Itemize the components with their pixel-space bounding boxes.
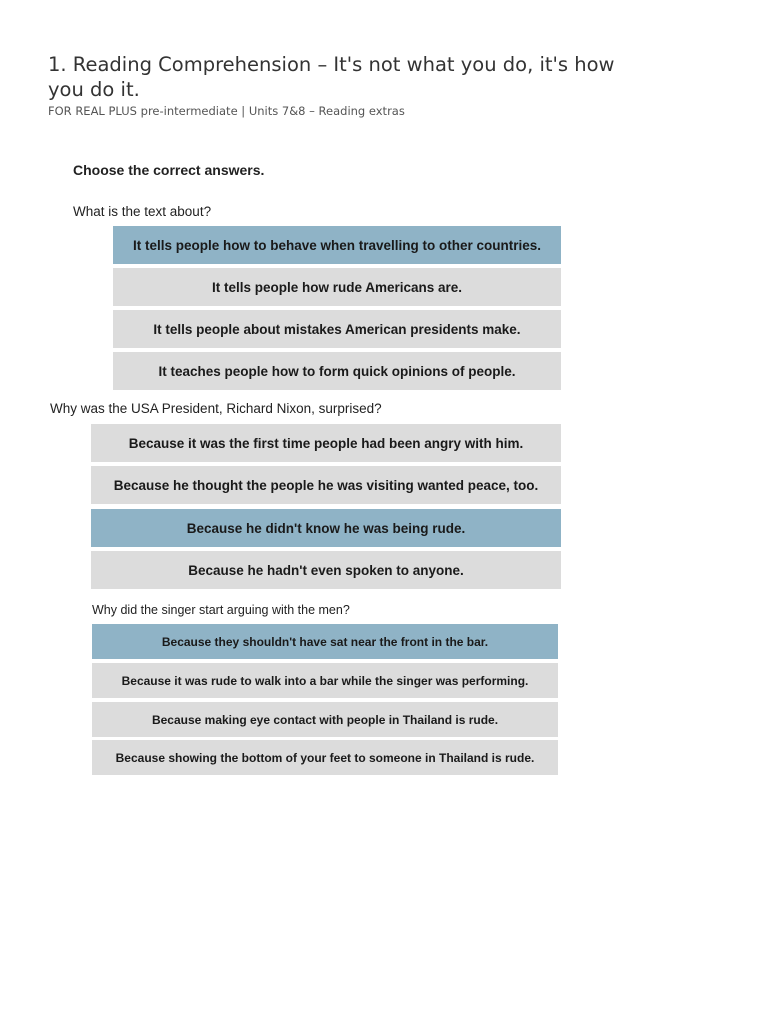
instruction-text: Choose the correct answers.: [73, 162, 265, 178]
answer-option[interactable]: It tells people how rude Americans are.: [113, 268, 561, 306]
answer-option[interactable]: It tells people how to behave when travelling to other countries.: [113, 226, 561, 264]
answer-option[interactable]: It tells people about mistakes American presidents make.: [113, 310, 561, 348]
answer-option[interactable]: Because making eye contact with people in Thailand is rude.: [92, 702, 558, 737]
page-title: 1. Reading Comprehension – It's not what you do, it's how you do it.: [48, 53, 615, 101]
answer-option[interactable]: It teaches people how to form quick opinions of people.: [113, 352, 561, 390]
answer-option[interactable]: Because it was rude to walk into a bar while the singer was performing.: [92, 663, 558, 698]
answer-option[interactable]: Because showing the bottom of your feet to someone in Thailand is rude.: [92, 740, 558, 775]
question-prompt: Why was the USA President, Richard Nixon, surprised?: [50, 401, 382, 416]
answer-option[interactable]: Because he didn't know he was being rude.: [91, 509, 561, 547]
page-subtitle: FOR REAL PLUS pre-intermediate | Units 7&8 – Reading extras: [48, 104, 405, 118]
answer-option[interactable]: Because they shouldn't have sat near the front in the bar.: [92, 624, 558, 659]
answer-option[interactable]: Because he thought the people he was visiting wanted peace, too.: [91, 466, 561, 504]
answer-option[interactable]: Because he hadn't even spoken to anyone.: [91, 551, 561, 589]
question-prompt: What is the text about?: [73, 204, 212, 219]
answer-option[interactable]: Because it was the first time people had been angry with him.: [91, 424, 561, 462]
question-prompt: Why did the singer start arguing with the men?: [92, 603, 350, 617]
